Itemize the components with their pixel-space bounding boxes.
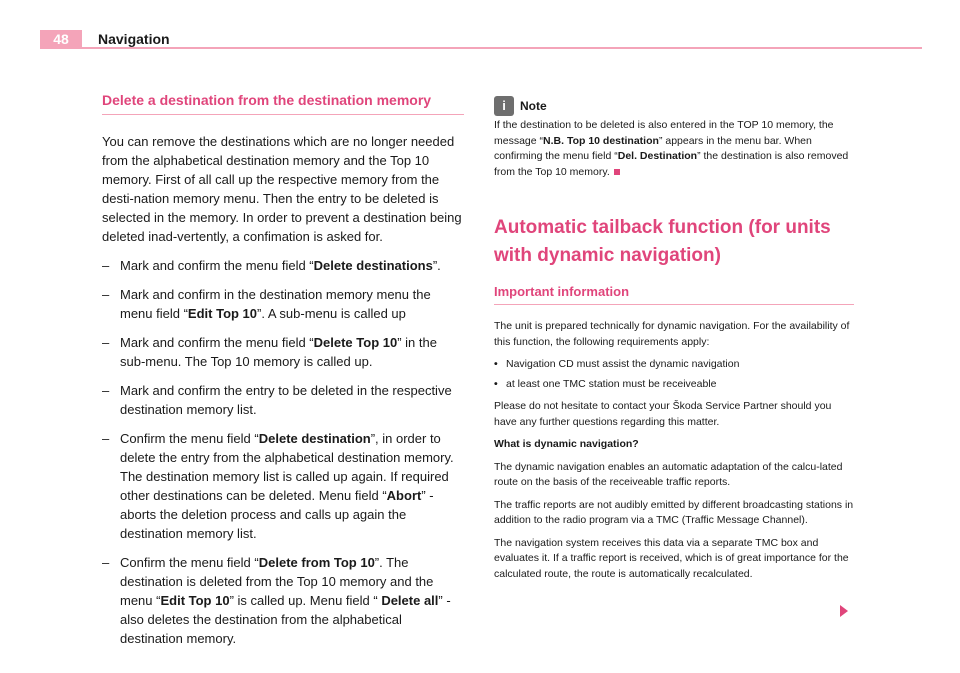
header-rule: [82, 47, 922, 49]
step-item: – Confirm the menu field “Delete destination”, in order to delete the entry from the alphabetical destination memory. The destination memory list is called up again. If required other destinations can be deleted. Menu field “Abort” - aborts the deletion process and calls up again the destination memory list.: [102, 431, 454, 541]
step-item: – Confirm the menu field “Delete from Top 10”. The destination is deleted from the Top 10 memory and the menu “Edit Top 10” is called up. Menu field “ Delete all” - also deletes the destination from the alphabetical destination memory.: [102, 555, 451, 646]
paragraph: Please do not hesitate to contact your Škoda Service Partner should you have any further questions regarding this matter.: [494, 400, 832, 428]
paragraph: The dynamic navigation enables an automatic adaptation of the calcu-lated route on the basis of the receiveable traffic reports.: [494, 460, 843, 488]
paragraph: The navigation system receives this data via a separate TMC box and evaluates it. If a traffic report is received, which is of great importance for the calculated route, the route is automatically recalculated.: [494, 536, 849, 580]
bullet-item: • Navigation CD must assist the dynamic navigation: [494, 358, 740, 370]
step-item: – Mark and confirm the entry to be deleted in the respective destination memory list.: [102, 383, 452, 417]
page-number: 48: [40, 30, 82, 49]
info-note-icon: i: [494, 96, 514, 116]
section-title: Delete a destination from the destination memory: [102, 92, 464, 115]
header-title: Navigation: [98, 31, 170, 47]
note-label: Note: [520, 99, 547, 113]
step-item: – Mark and confirm the menu field “Delete Top 10” in the sub-menu. The Top 10 memory is called up.: [102, 335, 437, 369]
step-item: – Mark and confirm in the destination memory menu the menu field “Edit Top 10”. A sub-menu is called up: [102, 287, 431, 321]
left-column: [102, 92, 464, 658]
subsection-title: Important information: [494, 284, 854, 305]
paragraph-heading: What is dynamic navigation?: [494, 438, 639, 450]
end-mark-icon: [614, 169, 620, 175]
paragraph: The traffic reports are not audibly emitted by different broadcasting stations in addition to the radio program via a TMC (Traffic Message Channel).: [494, 498, 854, 526]
paragraph: The unit is prepared technically for dynamic navigation. For the availability of this function, the following requirements apply:: [494, 320, 850, 348]
continue-arrow-icon: [840, 605, 848, 617]
right-column: [494, 96, 854, 589]
bullet-item: • at least one TMC station must be receiveable: [494, 377, 717, 390]
note-heading: [494, 96, 854, 116]
intro-paragraph: You can remove the destinations which are no longer needed from the alphabetical destination memory and the Top 10 memory. First of all call up the respective memory from the desti-nation memory menu. Then the entry to be deleted is selected in the memory. In order to prevent a destination being deleted inad-vertently, a confimation is asked for.: [102, 134, 462, 244]
chapter-title: Automatic tailback function (for units with dynamic navigation): [494, 217, 831, 266]
note-text: If the destination to be deleted is also entered in the TOP 10 memory, the message “N.B. Top 10 destination” appears in the menu bar. When confirming the menu field “Del. Destination” the destination is also removed from the Top 10 memory.: [494, 119, 849, 178]
step-item: – Mark and confirm the menu field “Delete destinations”.: [102, 258, 441, 273]
